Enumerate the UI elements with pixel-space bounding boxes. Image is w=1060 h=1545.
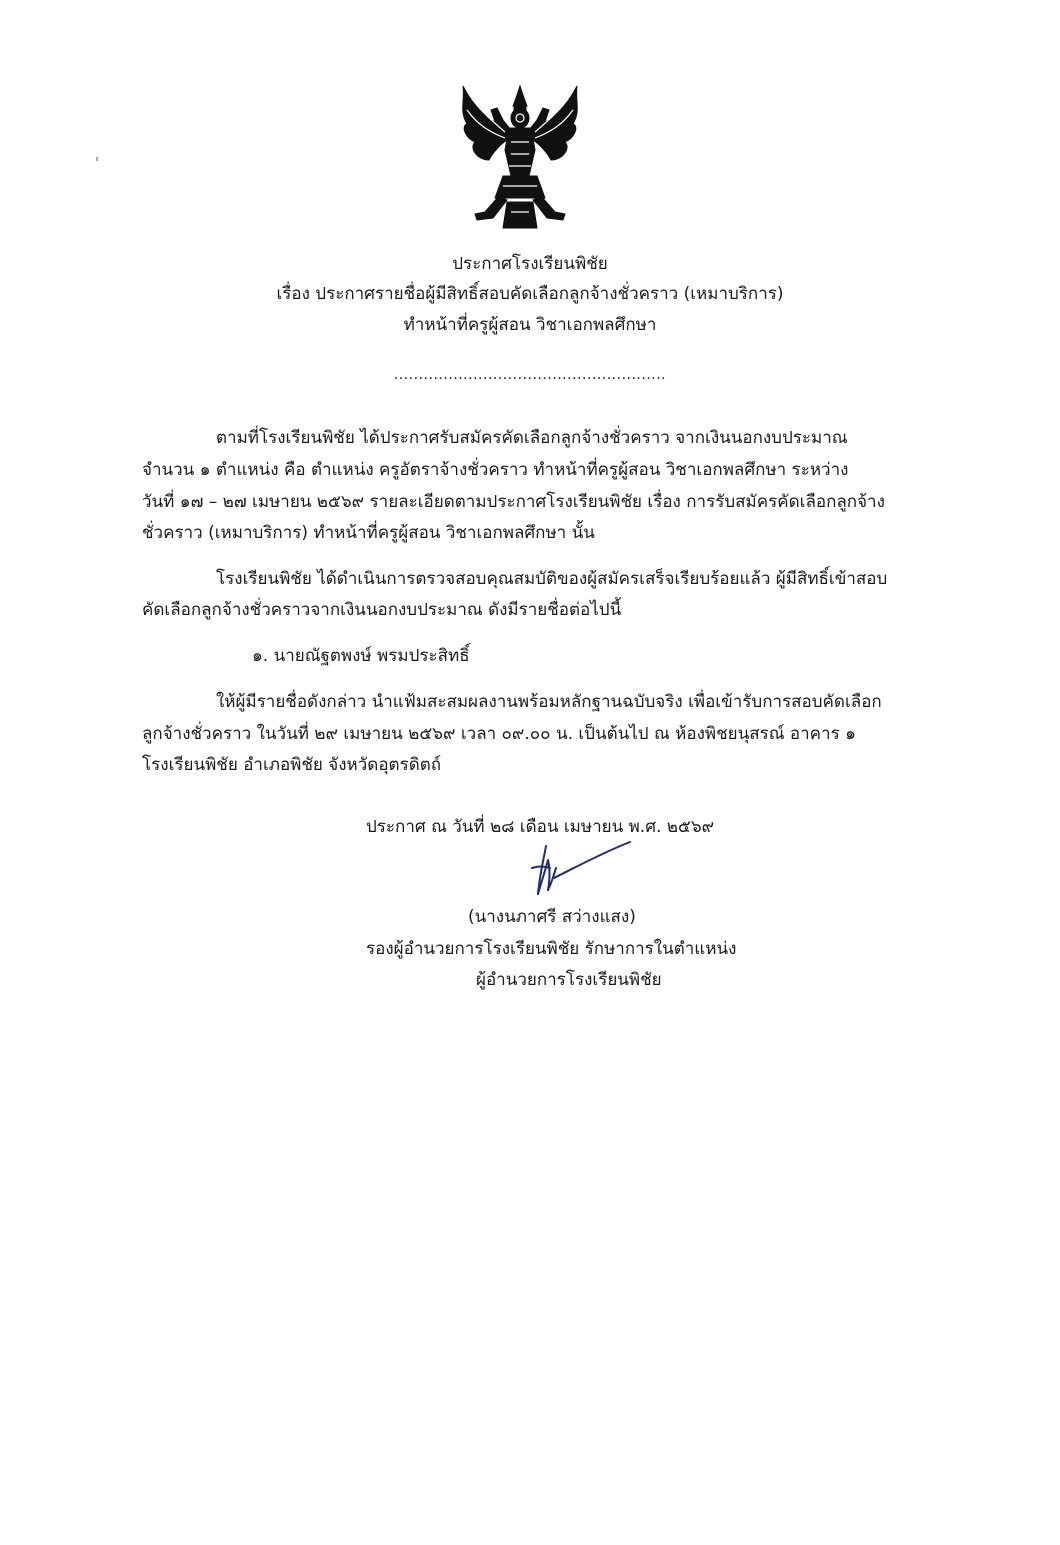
signer-position: รองผู้อำนวยการโรงเรียนพิชัย รักษาการในตำแหน่ง: [366, 939, 737, 959]
announcement-subject: เรื่อง ประกาศรายชื่อผู้มีสิทธิ์สอบคัดเลือกลูกจ้างชั่วคราว (เหมาบริการ): [276, 284, 784, 304]
paragraph-1-line-1: ตามที่โรงเรียนพิชัย ได้ประกาศรับสมัครคัดเลือกลูกจ้างชั่วคราว จากเงินนอกงบประมาณ: [216, 428, 848, 448]
announcement-title: ประกาศโรงเรียนพิชัย: [452, 254, 608, 274]
paragraph-1-line-2: จำนวน ๑ ตำแหน่ง คือ ตำแหน่ง ครูอัตราจ้างชั่วคราว ทำหน้าที่ครูผู้สอน วิชาเอกพลศึกษา ระหว่าง: [142, 460, 849, 480]
announcement-subject-line2: ทำหน้าที่ครูผู้สอน วิชาเอกพลศึกษา: [403, 315, 657, 335]
paragraph-2-line-2: คัดเลือกลูกจ้างชั่วคราวจากเงินนอกงบประมาณ ดังมีรายชื่อต่อไปนี้: [142, 600, 622, 620]
announcement-date: ประกาศ ณ วันที่ ๒๘ เดือน เมษายน พ.ศ. ๒๕๖๙: [366, 817, 715, 837]
paragraph-3-line-1: ให้ผู้มีรายชื่อดังกล่าว นำแฟ้มสะสมผลงานพร้อมหลักฐานฉบับจริง เพื่อเข้ารับการสอบคัดเลือก: [216, 692, 882, 712]
signer-name: (นางนภาศรี สว่างแสง): [468, 907, 636, 927]
paper-speck: [96, 157, 98, 161]
signer-position-line2: ผู้อำนวยการโรงเรียนพิชัย: [476, 970, 662, 990]
paragraph-3-line-2: ลูกจ้างชั่วคราว ในวันที่ ๒๙ เมษายน ๒๕๖๙ เวลา ๐๙.๐๐ น. เป็นต้นไป ณ ห้องพิชยนุสรณ์ อาคาร ๑: [142, 724, 856, 744]
paragraph-1-line-4: ชั่วคราว (เหมาบริการ) ทำหน้าที่ครูผู้สอน วิชาเอกพลศึกษา นั้น: [142, 523, 595, 543]
candidate-list-item: ๑. นายณัฐตพงษ์ พรมประสิทธิ์: [252, 646, 470, 666]
paragraph-3-line-3: โรงเรียนพิชัย อำเภอพิชัย จังหวัดอุตรดิตถ์: [142, 755, 442, 775]
paragraph-1-line-3: วันที่ ๑๗ – ๒๗ เมษายน ๒๕๖๙ รายละเอียดตามประกาศโรงเรียนพิชัย เรื่อง การรับสมัครคัดเลือกลูกจ้าง: [142, 492, 885, 512]
paragraph-2-line-1: โรงเรียนพิชัย ได้ดำเนินการตรวจสอบคุณสมบัติของผู้สมัครเสร็จเรียบร้อยแล้ว ผู้มีสิทธิ์เข้าสอบ: [216, 569, 888, 589]
separator-dots: .......................................................: [393, 367, 667, 383]
handwritten-signature: [524, 838, 636, 898]
garuda-emblem-icon: [445, 80, 595, 232]
